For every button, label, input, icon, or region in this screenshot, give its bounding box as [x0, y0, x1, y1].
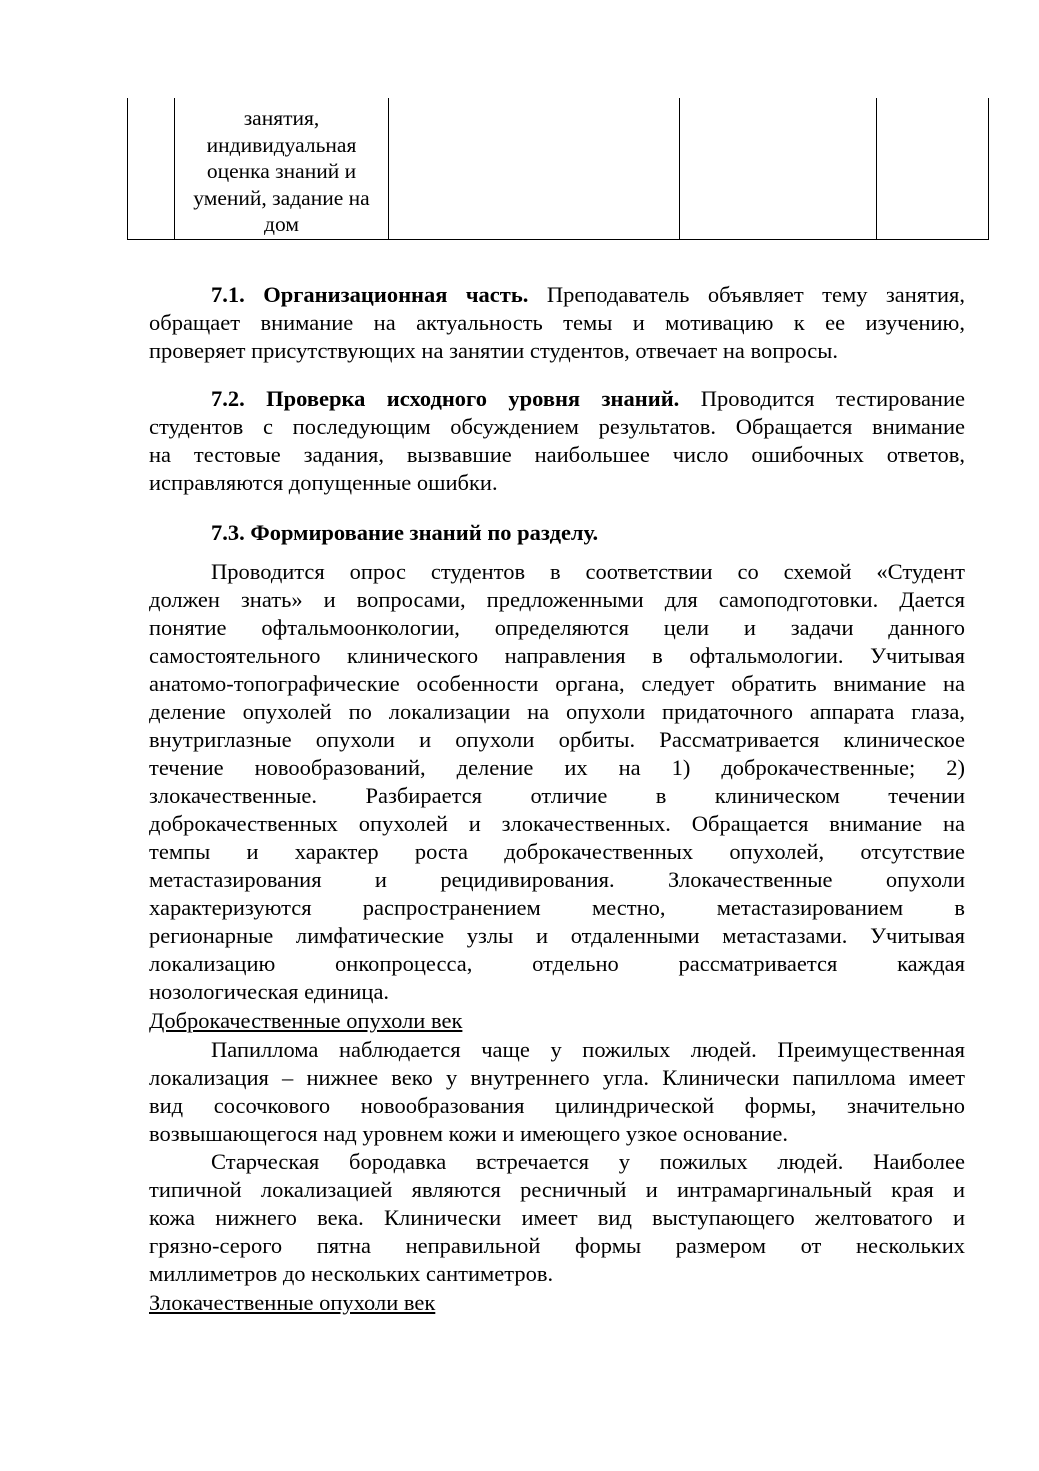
paragraph-line: миллиметров до нескольких сантиметров.: [149, 1261, 554, 1286]
paragraph-line: кожа нижнего века. Клинически имеет вид выступающего желтоватого и: [149, 1205, 965, 1230]
paragraph-senile-wart: [149, 1148, 965, 1288]
paragraph-line: нозологическая единица.: [149, 979, 390, 1004]
section-heading-7-3: 7.3. Формирование знаний по разделу.: [211, 520, 599, 545]
section-7-3-body: [149, 558, 965, 1006]
paragraph-line: должен знать» и вопросами, предложенными для самоподготовки. Дается: [149, 587, 965, 612]
paragraph-line: доброкачественных опухолей и злокачественных. Обращается внимание на: [149, 811, 965, 836]
cell-line: умений, задание на: [193, 185, 370, 210]
table-cell-stage: [175, 98, 389, 240]
paragraph-line: Папиллома наблюдается чаще у пожилых людей. Преимущественная: [211, 1037, 965, 1062]
paragraph-line: типичной локализацией являются ресничный и интрамаргинальный края и: [149, 1177, 965, 1202]
paragraph-line: локализация – нижнее веко у внутреннего угла. Клинически папиллома имеет: [149, 1065, 965, 1090]
paragraph-line: деление опухолей по локализации на опухоли придаточного аппарата глаза,: [149, 699, 965, 724]
cell-line: индивидуальная: [206, 132, 357, 157]
cell-line: оценка знаний и: [206, 159, 357, 183]
paragraph-line: возвышающегося над уровнем кожи и имеющего узкое основание.: [149, 1121, 789, 1146]
paragraph-line: Старческая бородавка встречается у пожилых людей. Наиболее: [211, 1149, 965, 1174]
paragraph-line: метастазирования и рецидивирования. Злокачественные опухоли: [149, 867, 965, 892]
paragraph-line: студентов с последующим обсуждением результатов. Обращается внимание: [149, 414, 965, 439]
subheading-malignant-tumors: Злокачественные опухоли век: [149, 1290, 436, 1315]
table-cell-number: [128, 98, 175, 240]
paragraph-line: понятие офтальмоонкологии, определяются цели и задачи данного: [149, 615, 965, 640]
lesson-plan-table-fragment: [127, 98, 989, 240]
paragraph-line: 7.1. Организационная часть. Преподаватель объявляет тему занятия,: [211, 282, 965, 307]
paragraph-line: внутриглазные опухоли и опухоли орбиты. Рассматривается клиническое: [149, 727, 965, 752]
section-heading-7-2: 7.2. Проверка исходного уровня знаний.: [211, 386, 680, 411]
paragraph-line: локализацию онкопроцесса, отдельно рассматривается каждая: [149, 951, 965, 976]
paragraph-line: 7.2. Проверка исходного уровня знаний. Проводится тестирование: [211, 386, 965, 411]
paragraph-line: регионарные лимфатические узлы и отдаленными метастазами. Учитывая: [149, 923, 965, 948]
paragraph-line: на тестовые задания, вызвавшие наибольшее число ошибочных ответов,: [149, 442, 965, 467]
table-cell-empty: [680, 98, 877, 240]
paragraph-papilloma: [149, 1036, 965, 1148]
paragraph-line: анатомо-топографические особенности органа, следует обратить внимание на: [149, 671, 965, 696]
section-7-1: [149, 281, 965, 365]
paragraph-line: Проводится опрос студентов в соответствии со схемой «Студент: [211, 559, 965, 584]
paragraph-line: темпы и характер роста доброкачественных опухолей, отсутствие: [149, 839, 965, 864]
cell-line: дом: [264, 212, 299, 236]
paragraph-line: обращает внимание на актуальность темы и мотивацию к ее изучению,: [149, 310, 965, 335]
subheading-benign-tumors: Доброкачественные опухоли век: [149, 1008, 463, 1033]
table-row: [128, 98, 989, 240]
paragraph-line: исправляются допущенные ошибки.: [149, 470, 498, 495]
paragraph-line: злокачественные. Разбирается отличие в клиническом течении: [149, 783, 965, 808]
table-cell-empty: [389, 98, 680, 240]
paragraph-line: течение новообразований, деление их на 1) доброкачественные; 2): [149, 755, 965, 780]
paragraph-line: характеризуются распространением местно, метастазированием в: [149, 895, 965, 920]
paragraph-line: самостоятельного клинического направления в офтальмологии. Учитывая: [149, 643, 965, 668]
section-heading-7-1: 7.1. Организационная часть.: [211, 282, 529, 307]
table-cell-empty: [877, 98, 989, 240]
paragraph-line: грязно-серого пятна неправильной формы размером от нескольких: [149, 1233, 965, 1258]
cell-line: занятия,: [243, 106, 320, 130]
paragraph-line: вид сосочкового новообразования цилиндрической формы, значительно: [149, 1093, 965, 1118]
paragraph-line: проверяет присутствующих на занятии студентов, отвечает на вопросы.: [149, 338, 839, 363]
section-7-2: [149, 385, 965, 497]
